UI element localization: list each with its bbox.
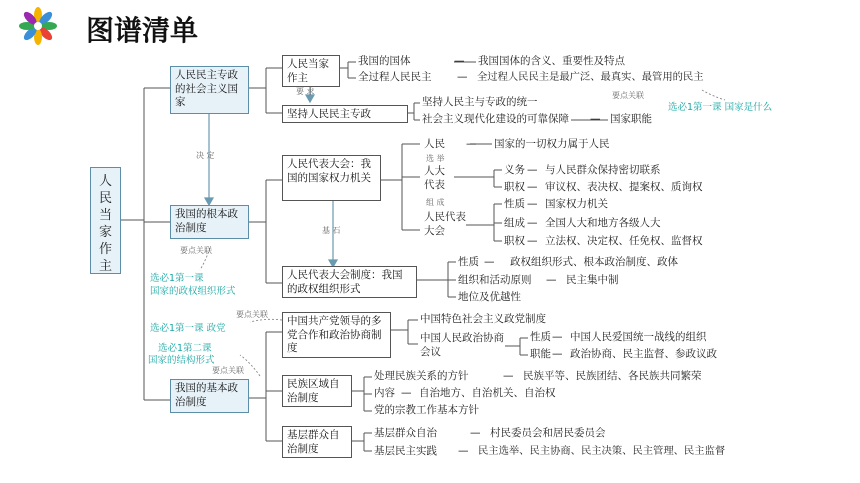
root-label: 人民当家作主	[98, 174, 112, 274]
b-power-value: 审议权、表决权、提案权、质询权	[545, 181, 703, 193]
b-comp2: 组成	[504, 217, 525, 229]
node-dictatorship-state: 人民民主专政的社会主义国家	[170, 66, 249, 114]
c-e2: 内容	[374, 387, 395, 399]
a-item-guarantee: 社会主义现代化建设的可靠保障	[422, 113, 569, 125]
c-cppcc-function-value: 政治协商、民主监督、参政议政	[570, 348, 717, 360]
dash-11: —	[546, 274, 557, 286]
b-congress: 人民代表大会	[424, 211, 466, 237]
b-s1: 性质	[458, 256, 479, 268]
dash-7: —	[527, 198, 538, 210]
edge-label-base: 基 石	[322, 226, 341, 235]
node-basic-system: 我国的基本政治制度	[170, 379, 249, 413]
node-grassroots-autonomy: 基层群众自治制度	[282, 426, 352, 458]
c-cppcc-function: 职能	[530, 348, 551, 360]
a-item-state-function: 国家职能	[610, 113, 652, 125]
dash-2: —	[457, 71, 468, 83]
dash-1: —	[454, 55, 465, 67]
dash-14: —	[503, 370, 514, 382]
note-link-3[interactable]: 选必1第一课 政党	[150, 323, 226, 334]
b-nature: 性质	[504, 198, 525, 210]
b-nature-value: 国家权力机关	[545, 198, 608, 210]
dash-4: —	[466, 138, 477, 150]
b-s1-value: 政权组织形式、根本政治制度、政体	[510, 256, 678, 268]
a-item-unity: 坚持人民主与专政的统一	[422, 96, 538, 108]
c-e1-value: 民族平等、民族团结、各民族共同繁荣	[523, 370, 702, 382]
b-comp2-value: 全国人大和地方各级人大	[545, 217, 661, 229]
node-fundamental-system: 我国的根本政治制度	[170, 205, 249, 239]
c-cppcc-nature-value: 中国人民爱国统一战线的组织	[570, 331, 707, 343]
dash-5: —	[527, 164, 538, 176]
note-key-5: 要点关联	[212, 366, 244, 375]
c-g1-value: 村民委员会和居民委员会	[490, 427, 606, 439]
dash-12: —	[552, 331, 563, 343]
node-ethnic-autonomy: 民族区域自治制度	[282, 375, 352, 407]
c-cpc-item: 中国特色社会主义政党制度	[420, 313, 546, 325]
a-item-whole-process: 全过程人民民主	[358, 71, 432, 83]
a-item-whole-process-value: 全过程人民民主是最广泛、最真实、最管用的民主	[477, 71, 704, 83]
b-s2-value: 民主集中制	[566, 274, 619, 286]
node-people-master: 人民当家作主	[282, 55, 340, 87]
b-duty: 义务	[504, 164, 525, 176]
note-key-1: 要点关联	[612, 91, 644, 100]
c-cppcc: 中国人民政治协商会议	[420, 332, 504, 358]
a-item-state-nature: 我国的国体	[358, 55, 411, 67]
note-link-4a[interactable]: 选必1第二课	[158, 343, 212, 354]
dash-8: —	[527, 217, 538, 229]
b-deputy: 人大代表	[424, 165, 445, 191]
dash-15: —	[401, 387, 412, 399]
b-duty-value: 与人民群众保持密切联系	[545, 164, 661, 176]
dash-13: —	[552, 348, 563, 360]
c-g2-value: 民主选举、民主协商、民主决策、民主管理、民主监督	[478, 445, 726, 457]
c-cppcc-nature: 性质	[530, 331, 551, 343]
node-npc-system: 人民代表大会制度：我国的政权组织形式	[282, 266, 417, 298]
c-g2: 基层民主实践	[374, 445, 437, 457]
b-elect-label: 选 举	[426, 154, 445, 163]
c-e1: 处理民族关系的方针	[374, 370, 469, 382]
note-link-2a[interactable]: 选必1第一课	[150, 273, 204, 284]
node-npc: 人民代表大会：我国的国家权力机关	[282, 155, 381, 201]
a-item-state-nature-value: 我国国体的含义、重要性及特点	[478, 55, 625, 67]
b-s3: 地位及优越性	[458, 291, 521, 303]
note-key-2: 要点关联	[180, 246, 212, 255]
dash-17: —	[458, 445, 469, 457]
note-key-3: 要点关联	[236, 310, 268, 319]
dash-16: —	[470, 427, 481, 439]
b-s2: 组织和活动原则	[458, 274, 532, 286]
page-title: 图谱清单	[86, 14, 199, 47]
b-power2: 职权	[504, 235, 525, 247]
node-uphold-dictatorship: 坚持人民民主专政	[282, 105, 408, 123]
b-people: 人民	[424, 138, 445, 150]
b-compose-label: 组 成	[426, 198, 445, 207]
edge-label-decide: 决 定	[196, 151, 215, 160]
root-node	[90, 167, 121, 274]
b-people-value: 国家的一切权力属于人民	[494, 138, 610, 150]
b-power: 职权	[504, 181, 525, 193]
dash-6: —	[527, 181, 538, 193]
note-link-2b[interactable]: 国家的政权组织形式	[150, 286, 236, 297]
dash-9: —	[527, 235, 538, 247]
dash-3: —	[590, 113, 601, 125]
edge-label-require: 要 求	[296, 87, 315, 96]
node-cpc-system: 中国共产党领导的多党合作和政治协商制度	[282, 312, 391, 358]
c-e2-value: 自治地方、自治机关、自治权	[419, 387, 556, 399]
b-power2-value: 立法权、决定权、任免权、监督权	[545, 235, 703, 247]
c-e3: 党的宗教工作基本方针	[374, 404, 479, 416]
note-link-4b[interactable]: 国家的结构形式	[148, 355, 215, 366]
note-link-1[interactable]: 选必1第一课 国家是什么	[668, 102, 773, 113]
dash-10: —	[484, 256, 495, 268]
logo-icon	[18, 6, 58, 46]
c-g1: 基层群众自治	[374, 427, 437, 439]
